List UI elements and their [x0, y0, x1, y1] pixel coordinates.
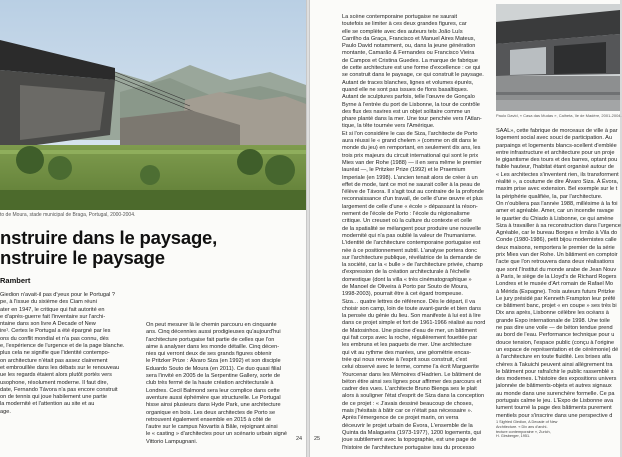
text-line: l'élève de Távora. Il s'agit tout au contraire de la profonde — [342, 189, 484, 196]
text-line: Siza à travailler à sa reconstruction dans l'urgence — [496, 222, 621, 229]
page-number: 24 — [296, 436, 303, 442]
text-line: on de tennis qui joue habilement une partie — [0, 394, 107, 401]
footnote-line: 1 Sigfried Giedion, A Decade of New — [496, 420, 558, 424]
building-illustration — [496, 4, 620, 111]
text-line: montante, Camarão & Fernandes ou Francisco Vieira — [342, 50, 475, 57]
text-line: Agréable, car le bureau Borges e Irmão à Vila do — [496, 230, 618, 237]
text-line: joue subtilement avec la topographie, est une page de — [342, 437, 477, 444]
building-photo — [496, 4, 620, 111]
text-line: douce tension, l'espace public (conçu à l'origine — [496, 339, 615, 346]
text-line: les embruns et les paquets de mer. Une architecture — [342, 342, 472, 349]
text-line: née à ce positionnement subtil. L'analyse portera donc — [342, 247, 478, 254]
text-line: ons du conflit mondial et n'a pas connu, dès — [0, 335, 109, 342]
title-line: nstruire le paysage — [0, 247, 165, 268]
text-line: La scène contemporaine portugaise ne saurait — [342, 14, 458, 20]
text-line: aime à analyser dans les monde détaille. Cinq décen- — [146, 343, 280, 350]
footnote-line: H. Girsberger, 1951. — [496, 434, 531, 439]
text-line: se construit dans le paysage, ce qui construit le paysage. — [342, 72, 484, 79]
text-line: faible hauteur, l'habitat étant organisé autour de — [496, 164, 615, 171]
text-column — [342, 14, 492, 451]
text-column — [0, 292, 140, 452]
text-line: le bâtiment pour rafraîchir le public rassemblé s — [496, 368, 614, 375]
text-line: 1998-2003), pourrait être à cet égard trompeuse. — [342, 291, 463, 298]
photo-caption: to de Moura, stade municipal de Braga, Portugal, 2000-2004. — [0, 212, 136, 218]
text-line: cadrer des vues. L'architecte Bruno Bienga ses le plait — [342, 386, 477, 393]
text-line: béton étire ainsi ses lignes pour affirmer des parcours et — [342, 378, 482, 385]
text-line: de ce projet : « J'avais dessiné beaucoup de choses, — [342, 400, 474, 407]
text-line: l'autre sur le campus Novartis à Bâle, rejoignant ainsi — [146, 424, 278, 431]
text-line: mais j'hésitais à bâtir car ce n'était pas nécessaire ». — [342, 408, 473, 415]
text-line: Dix ans après, Lisbonne célèbre les océans à — [496, 310, 609, 317]
text-line: trois prix majeurs du circuit international qui sont le prix — [342, 152, 479, 159]
text-line: elle se complète avec des auteurs tels João Luís — [342, 28, 463, 35]
text-line: Eduardo Souto de Moura (en 2011). Ce duo quasi filial — [146, 365, 281, 372]
text-line: à l'architecture en toute fluidité. Les brises atla — [496, 354, 611, 361]
text-line: le quartier du Chiado à Lisbonne, ce qui amène — [496, 215, 614, 222]
text-line: choisir son camp, loin de toute avant-garde et bien dans — [342, 305, 481, 312]
text-line: on architecture n'était pas assez clairement — [0, 357, 108, 364]
text-line: usophone, résolument moderne. Il faut dire, — [0, 379, 109, 386]
text-line: jalonnée de bâtiments-objets et autres signaux — [496, 383, 612, 390]
text-line: le Pritzker Prize : Álvaro Siza (en 1992) et son disciple — [146, 358, 281, 365]
text-line: aventure aussi éphémère que structurelle. Le Portugal — [146, 394, 281, 401]
text-line: chères à Takuichi peuvent ainsi allègrement tra — [496, 361, 613, 368]
text-line: qui fait corps avec la roche, régulièrement fouettée par — [342, 335, 478, 342]
text-line: Carrilho da Graça, Francisco et Manuel Aires Mateus, — [342, 35, 476, 42]
text-line: L'identité de l'architecture contemporaine portugaise est — [342, 240, 481, 247]
text-line: Byrne à l'entrée du port de Lisbonne, la tour de contrôle — [342, 101, 480, 108]
text-line: de Manoel de Oliveira à Porto par Souto de Moura, — [342, 283, 469, 290]
text-line: lauréat —, le Pritzker Prize (1992) et le Praemium — [342, 167, 466, 174]
text-line: au monde dans une surenchère formelle. Ce pa — [496, 390, 615, 397]
text-column — [146, 322, 302, 445]
text-line: l'acte que l'on retrouvera dans deux réalisations — [496, 259, 615, 266]
footnote — [496, 420, 620, 439]
stadium-photo — [0, 0, 306, 210]
text-line: à Mérida (Espagne). Trois auteurs futurs Pritzke — [496, 288, 615, 295]
text-line: maxim prise avec extension. Bel exemple sur le t — [496, 186, 618, 193]
text-line: aura réussi le « grand chelem » (comme on dit dans le — [342, 138, 477, 145]
text-line: Autant de sculptures parfois, telle l'œuvre de Gonçalo — [342, 94, 475, 101]
text-line: sur l'architecture publique, révélatrice de la demande de — [342, 254, 481, 261]
text-line: dans ce projet simple et fort de 1961-1966 réalisé au nord — [342, 320, 486, 327]
text-line: ire¹. Certes le Portugal a été épargné par les — [0, 328, 111, 335]
text-line: de cette architecture est une forme d'excellence : ce qui — [342, 65, 481, 72]
author-name: Rambert — [0, 276, 31, 285]
text-line: e, l'expérience de l'urgence et de la page blanche. — [0, 343, 125, 350]
text-line: au bord de l'eau. Performance technique pour u — [496, 332, 615, 339]
text-line: l'architecture portugaise fait partie de celles que l'on — [146, 336, 275, 343]
text-line: déceuvrir le projet urbain de Évora, L'ensemble de la — [342, 422, 473, 429]
page-number: 25 — [314, 436, 321, 442]
text-line: Autant de traces blanches, lignes et volumes épurés, — [342, 79, 474, 86]
text-line: l'histoire de l'architecture portugaise issu du processo — [342, 444, 475, 451]
text-line: d'expression de la création architecturale à l'échelle — [342, 269, 470, 276]
text-line: trée qui nous renvoie à l'esprit sous construit, c'est — [342, 356, 467, 363]
text-column — [496, 128, 620, 418]
text-line: Londres et le musée d'Art romain de Rafael Mo — [496, 281, 614, 288]
text-line: réalité », a coutume de dire Álvaro Siza. À Évora, — [496, 179, 619, 186]
text-line: mentiels pour s'inscrire dans une perspective d — [496, 412, 613, 419]
text-line: reconnaissance d'un travail, de celle d'une œuvre et plus — [342, 196, 483, 203]
text-line: ne pas dire une voile — de béton tendue prend — [496, 325, 613, 332]
left-page — [0, 0, 306, 457]
text-line: club très fermé de la haute création architecturale à — [146, 380, 274, 387]
text-line: largement de celle d'une « école » dépassant la réson- — [342, 203, 478, 210]
text-line: de la spatialité se mélangent pour produire une nouvelle — [342, 225, 482, 232]
text-line: celui observé avec le terme, comme l'a écrit Marguerite — [342, 364, 479, 371]
text-line: Et si l'on considère le cas de Siza, l'architecte de Porto — [342, 130, 478, 137]
text-line: Après l'émergence de ce projet marin, on verra — [342, 415, 459, 422]
text-line: SAAL», cette fabrique de morceaux de ville à par — [496, 128, 618, 134]
text-line: ue les regards étaient alors plutôt portés vers — [0, 372, 112, 379]
text-line: deux maisons, remportera le premier de la série — [496, 244, 615, 251]
text-line: pe, à l'issue du sixième des Ciam réuni — [0, 299, 97, 306]
text-line: Mies van der Rohe (1988) — il en sera même le premier — [342, 159, 482, 166]
text-line: la modernité et l'attention au site et au — [0, 401, 95, 408]
text-line: nement de l'école de Porto : l'école du régionalisme — [342, 211, 470, 218]
text-line: de Matosinhos. Une piscine d'eau de mer, un bâtiment — [342, 327, 477, 334]
text-line: ans. Cinq décennies aussi prodigieuses qu'aujourd'hui — [146, 329, 281, 336]
text-line: Imperiale (en 1998). L'ancien tenait alors de créer à un — [342, 174, 478, 181]
text-line: des flux des navires est un objet solitaire comme un — [342, 108, 471, 115]
text-line: date, Fernando Távora n'a pas encore construit — [0, 386, 118, 393]
text-line: Le jury présidé par Kenneth Frampton leur préfé — [496, 295, 616, 302]
text-line: critique. Un creuset où la culture du contexte et celle — [342, 218, 472, 225]
text-line: plus cela ne signifie que l'identité contempo- — [0, 350, 110, 357]
text-line: domestique (dont la villa « très cinématographique » — [342, 276, 472, 283]
text-line: age. — [0, 408, 11, 415]
text-line: ater en 1947, le critique qui fait autorité en — [0, 306, 105, 313]
right-page — [310, 0, 620, 457]
text-line: parpaings et logements blancs-scellent d'emblée — [496, 142, 617, 149]
text-line: le « casting » d'architectes pour un scénario urbain signé — [146, 431, 287, 438]
text-line: sera l'invité en 2005 de la Serpentine Gallery, sorte de — [146, 373, 281, 380]
footnote-line: tecture contemporaine », Zurich, — [496, 429, 551, 434]
text-line: grande Expo internationale de 1998. Une toile — [496, 317, 610, 324]
text-line: Londres. Cecil Balmond sera leur complice dans cette — [146, 387, 280, 394]
text-line: la pensée du génie du lieu. Son manifeste à lui est à lire — [342, 313, 481, 320]
text-line: Conde (1980-1986), petit bijou modernistes calle — [496, 237, 617, 244]
text-line: Giedion n'avait-il pas d'yeux pour le Portugal ? — [0, 292, 116, 298]
article-title — [0, 228, 306, 268]
text-line: retrouvent également ensemble en 2015 à côté de — [146, 416, 272, 423]
stadium-illustration — [0, 0, 306, 210]
text-line: lument tourné la page des bâtiments purement — [496, 405, 612, 412]
text-line: « Les architectes s'inventent rien, ils transforment — [496, 171, 619, 178]
text-line: la société, car la « bulle » de l'architecture privée, champ — [342, 262, 483, 269]
text-line: e d'après-guerre fait l'inventaire sur l'archi- — [0, 313, 106, 320]
text-line: On n'oubliera pas l'année 1988, millésime à la foi — [496, 200, 618, 207]
text-line: Vittorio Lampugnani. — [146, 438, 198, 445]
text-line: la périphérie qualifiée, la, par l'architecture. — [496, 193, 603, 200]
text-line: monde du jeu) en remportant, en seulement dix ans, les — [342, 145, 481, 152]
footnote-line: Architecture. « Dix ans d'archi- — [496, 424, 548, 429]
text-line: logement social avec souci de participation. Au — [496, 135, 612, 142]
text-line: et embrouillée dans les débats sur le renouveau — [0, 364, 120, 371]
text-line: que sont l'Institut du monde arabe de Jean Nouv — [496, 266, 617, 273]
text-line: ntaine dans son livre A Decade of New — [0, 321, 96, 328]
text-line: Yourcenar dans les Mémoires d'Hadrien. Le bâtiment de — [342, 371, 482, 378]
text-line: de Campos et Cristina Guedes. La marque de fabrique — [342, 57, 478, 64]
text-line: des modernes. L'histoire des expositions univers — [496, 376, 617, 383]
text-line: modernité qui n'a pas oublié la valeur de l'humanisme. — [342, 232, 477, 239]
text-line: Quinta da Malagueira (1973-1977), 1200 logements, qui — [342, 429, 482, 436]
text-line: à Paris, le siège de la Lloyd's de Richard Rogers — [496, 273, 617, 280]
text-line: organique en bois. Les deux architectes de Porto se — [146, 409, 276, 416]
text-line: le gigantisme des tours et des barres, optant pou — [496, 157, 618, 164]
text-line: nies qui verront deux de ses grands figures obtenir — [146, 351, 272, 358]
text-line: hisse ainsi plusieurs dans Hyde Park, une architecture — [146, 402, 281, 409]
text-line: effet de mode, tant ce mot ne saurait coller à la peau de — [342, 181, 481, 188]
text-line: Siza… quatre lettres de référence. Dès le départ, il va — [342, 298, 476, 305]
text-line: prix Mies van der Rohe. Un bâtiment en comptoir — [496, 252, 618, 259]
text-line: toutefois se limiter à ces deux grandes figures, car — [342, 21, 467, 28]
text-line: Paulo David notamment, ou, dans la jeune génération — [342, 43, 476, 50]
text-line: On peut mesurer là le chemin parcouru en cinquante — [146, 322, 277, 328]
text-line: un espace de représentation et de cérémonie) dé — [496, 346, 619, 353]
text-line: entre infrastructure et architecture pour un proje — [496, 149, 615, 156]
text-line: amer et agréable. Amer, car un incendie ravage — [496, 208, 614, 215]
text-line: qui vit au rythme des marées, une géométrie encas- — [342, 349, 472, 356]
text-line: quand elle ne sont pas issues de flons basaltiques. — [342, 86, 469, 93]
text-line: alors à souligner l'état d'esprit de Siza dans la conception — [342, 393, 485, 400]
text-line: tique, la tête tournée vers l'Amérique. — [342, 123, 435, 130]
title-line: nstruire dans le paysage, — [0, 227, 218, 248]
text-line: ce bâtiment banc, projet « en coupe » ses très bi — [496, 303, 617, 310]
text-line: phare planté dans la mer. Une tour penchée vers l'Atlan- — [342, 116, 482, 123]
text-line: portugais calme le jeu. L'Expo de Lisbonne ava — [496, 397, 614, 404]
photo-caption: Paulo David, « Casa das Mudas », Calheta, île de Madère, 2001-2004. — [496, 113, 622, 118]
